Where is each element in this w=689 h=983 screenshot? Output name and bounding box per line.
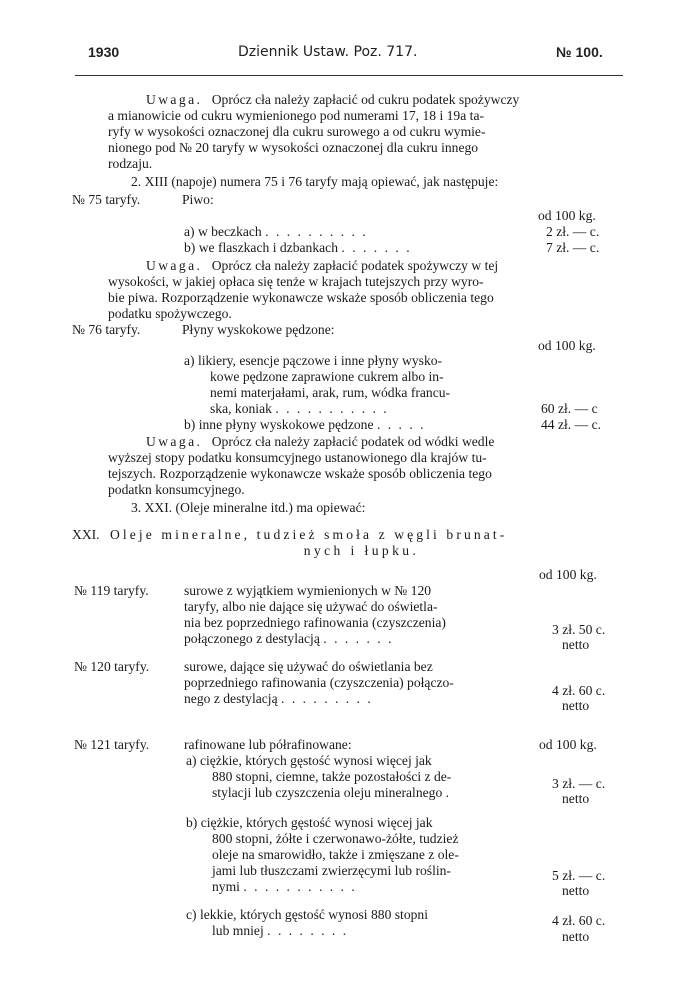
uwaga-1-line-2: ryfy w wysokości oznaczonej dla cukru surowego a od cukru wymie- [108, 124, 486, 139]
uwaga-3-line-3: podatkn konsumcyjnego. [108, 482, 245, 497]
section-3-intro: 3. XXI. (Oleje mineralne itd.) ma opiewać: [131, 500, 366, 515]
tariff-120-value: 4 zł. 60 c. [552, 683, 606, 698]
tariff-76-a-value: 60 zł. — c [541, 401, 598, 416]
tariff-121-a-line-2: stylacji lub czyszczenia oleju mineralnego [212, 785, 443, 800]
tariff-76-a-line-3: ska, koniak [210, 401, 272, 416]
tariff-75-b-dots: . . . . . . . [341, 240, 412, 255]
tariff-76-label: № 76 taryfy. [72, 322, 141, 337]
tariff-75-b-value: 7 zł. — c. [546, 240, 600, 255]
tariff-75-name: Piwo: [182, 192, 214, 207]
tariff-76-a-line-1: kowe pędzone zaprawione cukrem albo in- [210, 369, 444, 384]
tariff-121-b-line-3: jami lub tłuszczami zwierzęcymi lub roślin- [212, 863, 451, 878]
uwaga-2-line-2: bie piwa. Rozporządzenie wykonawcze wskaże sposób obliczenia tego [108, 290, 494, 305]
tariff-121-b-dots: . . . . . . . . . . . [243, 879, 357, 894]
section-xxi-heading-line-2: nych i łupku. [303, 543, 420, 558]
tariff-120-line-2: nego z destylacją [184, 691, 278, 706]
tariff-76-unit: od 100 kg. [538, 338, 596, 353]
tariff-76-a-dots: . . . . . . . . . . . [275, 401, 389, 416]
tariff-121-c-netto: netto [562, 929, 590, 944]
header-title: Dziennik Ustaw. Poz. 717. [238, 44, 418, 60]
tariff-76-a-line-0: a) likiery, esencje pączowe i inne płyny wysko- [184, 353, 443, 368]
tariff-119-netto: netto [562, 637, 590, 652]
uwaga-2-label: Uwaga. [146, 258, 203, 273]
tariff-121-a-line-0: a) ciężkie, których gęstość wynosi więcej jak [186, 753, 432, 768]
tariff-121-b-line-2: oleje na smarowidło, także i zmięszane z ole- [212, 847, 459, 862]
tariff-120-dots: . . . . . . . . . [281, 691, 373, 706]
tariff-75-a-value: 2 zł. — c. [546, 224, 600, 239]
tariff-121-c-line-1: lub mniej [212, 923, 264, 938]
header-year: 1930 [88, 44, 120, 60]
tariff-121-intro: rafinowane lub półrafinowane: [184, 737, 352, 752]
tariff-75-label: № 75 taryfy. [72, 192, 141, 207]
tariff-121-unit: od 100 kg. [539, 737, 597, 752]
tariff-121-a-dots: . [445, 785, 452, 800]
tariff-75-b-text: b) we flaszkach i dzbankach [184, 240, 338, 255]
tariff-121-b-line-4: nymi [212, 879, 240, 894]
tariff-120-line-1: poprzedniego rafinowania (czyszczenia) połączo- [184, 675, 454, 690]
tariff-119-line-3: połączonego z destylacją [184, 631, 320, 646]
uwaga-1-line-1: a mianowicie od cukru wymienionego pod numerami 17, 18 i 19a ta- [108, 108, 484, 123]
tariff-121-a-line-1: 880 stopni, ciemne, także pozostałości z de- [212, 769, 452, 784]
uwaga-1-line-4: rodzaju. [108, 156, 153, 171]
tariff-75-unit: od 100 kg. [538, 208, 596, 223]
uwaga-1-line-3: nionego pod № 20 taryfy w wysokości oznaczonej dla cukru innego [108, 140, 479, 155]
tariff-119-dots: . . . . . . . [323, 631, 394, 646]
tariff-121-label: № 121 taryfy. [74, 737, 150, 752]
tariff-121-a-value: 3 zł. — c. [552, 776, 606, 791]
tariff-119-label: № 119 taryfy. [74, 583, 149, 598]
uwaga-2-line-3: podatku spożywczego. [108, 306, 232, 321]
tariff-121-c-dots: . . . . . . . . [267, 923, 349, 938]
tariff-75-a-dots: . . . . . . . . . . [265, 224, 368, 239]
tariff-120-netto: netto [562, 698, 590, 713]
section-xxi-unit: od 100 kg. [539, 567, 597, 582]
tariff-120-line-0: surowe, dające się używać do oświetlania bez [184, 659, 433, 674]
tariff-120-label: № 120 taryfy. [74, 659, 150, 674]
tariff-121-b-line-1: 800 stopni, żółte i czerwonawo-żółte, tudzież [212, 831, 459, 846]
tariff-121-b-line-0: b) ciężkie, których gęstość wynosi więcej jak [186, 815, 433, 830]
section-xxi-heading-line-1: Oleje mineralne, tudzież smoła z węgli brunat- [110, 527, 508, 542]
uwaga-2-line-0: Oprócz cła należy zapłacić podatek spożywczy w tej [211, 258, 499, 273]
uwaga-3-line-2: tejszych. Rozporządzenie wykonawcze wskaże sposób obliczenia tego [108, 466, 492, 481]
section-xxi-number: XXI. [72, 527, 100, 542]
uwaga-3-label: Uwaga. [146, 434, 203, 449]
tariff-76-b-dots: . . . . . [376, 417, 426, 432]
header-number: № 100. [556, 44, 603, 60]
tariff-119-line-1: taryfy, albo nie dające się używać do oświetla- [184, 599, 438, 614]
header-rule [75, 75, 623, 76]
tariff-121-a-netto: netto [562, 791, 590, 806]
tariff-76-b-text: b) inne płyny wyskokowe pędzone [184, 417, 374, 432]
tariff-75-a-text: a) w beczkach [184, 224, 262, 239]
tariff-121-b-netto: netto [562, 883, 590, 898]
uwaga-3-line-0: Oprócz cła należy zapłacić podatek od wódki wedle [211, 434, 495, 449]
tariff-121-b-value: 5 zł. — c. [552, 868, 606, 883]
tariff-76-b-value: 44 zł. — c. [541, 417, 602, 432]
tariff-76-a-line-2: nemi materjałami, arak, rum, wódka francu- [210, 385, 451, 400]
tariff-121-c-line-0: c) lekkie, których gęstość wynosi 880 stopni [186, 907, 429, 922]
uwaga-3-line-1: wyższej stopy podatku konsumcyjnego ustanowionego dla krajów tu- [108, 450, 487, 465]
uwaga-2-line-1: wysokości, w jakiej opłaca się tenże w krajach tutejszych przy wyro- [108, 274, 484, 289]
tariff-121-c-value: 4 zł. 60 c. [552, 913, 606, 928]
tariff-119-line-0: surowe z wyjątkiem wymienionych w № 120 [184, 583, 432, 598]
tariff-119-line-2: nia bez poprzedniego rafinowania (czyszczenia) [184, 615, 446, 630]
uwaga-1-label: Uwaga. [146, 92, 203, 107]
tariff-119-value: 3 zł. 50 c. [552, 622, 606, 637]
tariff-76-name: Płyny wyskokowe pędzone: [182, 322, 335, 337]
section-2-intro: 2. XIII (napoje) numera 75 i 76 taryfy mają opiewać, jak następuje: [131, 174, 499, 189]
uwaga-1-line-0: Oprócz cła należy zapłacić od cukru podatek spożywczy [211, 92, 520, 107]
